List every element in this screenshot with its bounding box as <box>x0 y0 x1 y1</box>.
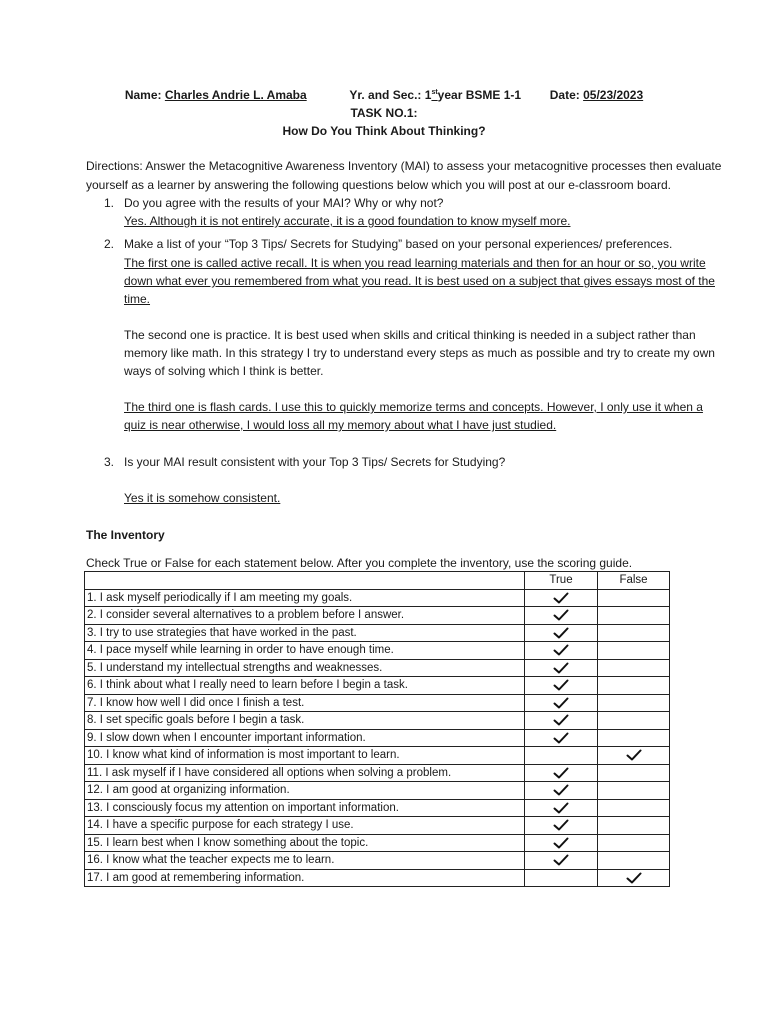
inventory-row <box>85 852 670 870</box>
inventory-row <box>85 589 670 607</box>
true-checkbox-cell[interactable] <box>525 589 598 607</box>
question-1-text: Do you agree with the results of your MAI? Why or why not? <box>124 196 444 210</box>
question-3-text: Is your MAI result consistent with your Top 3 Tips/ Secrets for Studying? <box>124 455 506 469</box>
check-mark-icon <box>553 819 569 831</box>
check-mark-icon <box>553 802 569 814</box>
question-2-text: Make a list of your “Top 3 Tips/ Secrets for Studying” based on your personal experiences/ preferences. <box>124 237 673 251</box>
inventory-row <box>85 834 670 852</box>
year-course: year BSME 1-1 <box>437 88 522 102</box>
true-checkbox-cell[interactable] <box>525 624 598 642</box>
year-number: 1 <box>424 88 432 102</box>
false-column-header: False <box>598 572 670 590</box>
inventory-row <box>85 659 670 677</box>
tip-3-line-1: The third one is flash cards. I use this to quickly memorize terms and concepts. However, I only use it when a <box>124 400 703 414</box>
statement-text: 7. I know how well I did once I finish a test. <box>85 694 525 712</box>
statement-text: 9. I slow down when I encounter important information. <box>85 729 525 747</box>
check-mark-icon <box>626 872 642 884</box>
false-checkbox-cell[interactable] <box>598 799 670 817</box>
name-value: Charles Andrie L. Amaba <box>164 88 307 102</box>
statement-text: 1. I ask myself periodically if I am meeting my goals. <box>85 589 525 607</box>
inventory-heading: The Inventory <box>86 528 165 542</box>
false-checkbox-cell[interactable] <box>598 852 670 870</box>
check-mark-icon <box>626 749 642 761</box>
false-checkbox-cell[interactable] <box>598 659 670 677</box>
statement-text: 17. I am good at remembering information. <box>85 869 525 887</box>
check-mark-icon <box>553 784 569 796</box>
true-checkbox-cell[interactable] <box>525 834 598 852</box>
inventory-row <box>85 694 670 712</box>
inventory-row <box>85 712 670 730</box>
check-mark-icon <box>553 714 569 726</box>
check-mark-icon <box>553 679 569 691</box>
inventory-row <box>85 799 670 817</box>
inventory-row <box>85 869 670 887</box>
check-mark-icon <box>553 854 569 866</box>
true-checkbox-cell[interactable] <box>525 782 598 800</box>
false-checkbox-cell[interactable] <box>598 782 670 800</box>
false-checkbox-cell[interactable] <box>598 624 670 642</box>
check-mark-icon <box>553 662 569 674</box>
false-checkbox-cell[interactable] <box>598 607 670 625</box>
statement-text: 12. I am good at organizing information. <box>85 782 525 800</box>
true-checkbox-cell[interactable] <box>525 799 598 817</box>
check-mark-icon <box>553 697 569 709</box>
date-label: Date: <box>549 88 580 102</box>
statement-text: 6. I think about what I really need to learn before I begin a task. <box>85 677 525 695</box>
question-3-number: 3. <box>104 455 115 469</box>
statement-text: 4. I pace myself while learning in order to have enough time. <box>85 642 525 660</box>
check-mark-icon <box>553 644 569 656</box>
name-label: Name: <box>124 88 162 102</box>
inventory-row <box>85 729 670 747</box>
statement-text: 3. I try to use strategies that have worked in the past. <box>85 624 525 642</box>
true-checkbox-cell[interactable] <box>525 677 598 695</box>
inventory-header-row <box>85 572 670 590</box>
statement-header-cell <box>85 572 525 590</box>
true-checkbox-cell[interactable] <box>525 729 598 747</box>
question-1-answer: Yes. Although it is not entirely accurate, it is a good foundation to know myself more. <box>124 214 571 228</box>
year-section-label: Yr. and Sec.: <box>349 88 422 102</box>
tip-2-line-1: The second one is practice. It is best used when skills and critical thinking is needed in a subject rather than <box>124 328 696 342</box>
task-subtitle: How Do You Think About Thinking? <box>282 124 486 138</box>
statement-text: 13. I consciously focus my attention on important information. <box>85 799 525 817</box>
check-mark-icon <box>553 767 569 779</box>
inventory-table <box>84 571 670 887</box>
check-mark-icon <box>553 837 569 849</box>
tip-2-line-2: memory like math. In this strategy I try to understand every steps as much as possible and try to create my own <box>124 346 715 360</box>
inventory-row <box>85 747 670 765</box>
statement-text: 14. I have a specific purpose for each strategy I use. <box>85 817 525 835</box>
false-checkbox-cell[interactable] <box>598 694 670 712</box>
directions-line-1: Directions: Answer the Metacognitive Awareness Inventory (MAI) to assess your metacognitive processes then evaluate <box>86 159 722 173</box>
year-section-value <box>425 88 521 102</box>
student-header <box>0 88 768 102</box>
inventory-row <box>85 624 670 642</box>
date-value: 05/23/2023 <box>583 88 644 102</box>
statement-text: 10. I know what kind of information is most important to learn. <box>85 747 525 765</box>
false-checkbox-cell[interactable] <box>598 869 670 887</box>
tip-2-line-3: ways of solving which I think is better. <box>124 364 324 378</box>
true-checkbox-cell[interactable] <box>525 712 598 730</box>
inventory-row <box>85 642 670 660</box>
statement-text: 16. I know what the teacher expects me to learn. <box>85 852 525 870</box>
inventory-row <box>85 607 670 625</box>
inventory-row <box>85 764 670 782</box>
inventory-row <box>85 817 670 835</box>
tip-1-line-1: The first one is called active recall. It is when you read learning materials and then for an hour or so, you write <box>124 256 706 270</box>
question-1-number: 1. <box>104 196 115 210</box>
tip-1-line-3: time. <box>124 292 151 306</box>
true-checkbox-cell[interactable] <box>525 694 598 712</box>
true-checkbox-cell[interactable] <box>525 869 598 887</box>
directions-line-2: yourself as a learner by answering the following questions below which you will post at our e-classroom board. <box>86 178 671 192</box>
true-checkbox-cell[interactable] <box>525 817 598 835</box>
true-checkbox-cell[interactable] <box>525 659 598 677</box>
statement-text: 2. I consider several alternatives to a problem before I answer. <box>85 607 525 625</box>
statement-text: 5. I understand my intellectual strengths and weaknesses. <box>85 659 525 677</box>
question-3-answer: Yes it is somehow consistent. <box>124 491 281 505</box>
false-checkbox-cell[interactable] <box>598 729 670 747</box>
false-checkbox-cell[interactable] <box>598 642 670 660</box>
true-checkbox-cell[interactable] <box>525 764 598 782</box>
false-checkbox-cell[interactable] <box>598 747 670 765</box>
check-mark-icon <box>553 609 569 621</box>
inventory-row <box>85 782 670 800</box>
false-checkbox-cell[interactable] <box>598 712 670 730</box>
true-checkbox-cell[interactable] <box>525 747 598 765</box>
check-mark-icon <box>553 592 569 604</box>
check-mark-icon <box>553 627 569 639</box>
true-checkbox-cell[interactable] <box>525 852 598 870</box>
false-checkbox-cell[interactable] <box>598 764 670 782</box>
false-checkbox-cell[interactable] <box>598 817 670 835</box>
tip-3-line-2: quiz is near otherwise, I would loss all my memory about what I have just studied. <box>124 418 557 432</box>
check-mark-icon <box>553 732 569 744</box>
false-checkbox-cell[interactable] <box>598 677 670 695</box>
inventory-row <box>85 677 670 695</box>
true-column-header: True <box>525 572 598 590</box>
statement-text: 11. I ask myself if I have considered all options when solving a problem. <box>85 764 525 782</box>
task-title: TASK NO.1: <box>350 106 418 120</box>
statement-text: 8. I set specific goals before I begin a task. <box>85 712 525 730</box>
question-2-number: 2. <box>104 237 115 251</box>
false-checkbox-cell[interactable] <box>598 589 670 607</box>
true-checkbox-cell[interactable] <box>525 607 598 625</box>
statement-text: 15. I learn best when I know something about the topic. <box>85 834 525 852</box>
false-checkbox-cell[interactable] <box>598 834 670 852</box>
year-ordinal: st <box>431 89 438 96</box>
true-checkbox-cell[interactable] <box>525 642 598 660</box>
tip-1-line-2: down what ever you remembered from what you read. It is best used on a subject that gives essays most of the <box>124 274 715 288</box>
inventory-instructions: Check True or False for each statement below. After you complete the inventory, use the scoring guide. <box>86 556 633 570</box>
